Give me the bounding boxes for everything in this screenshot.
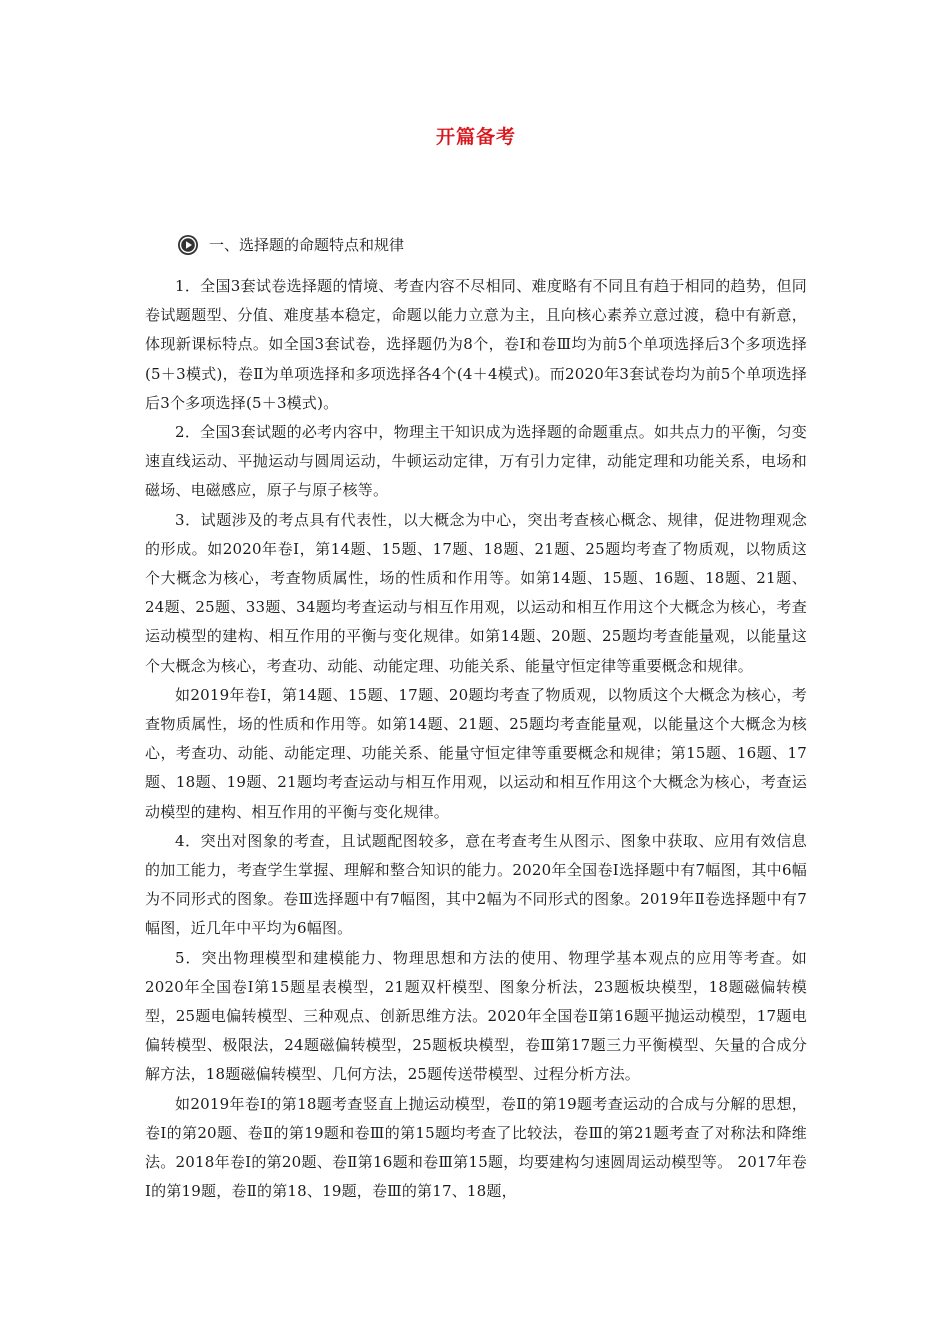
page-title: 开篇备考 <box>435 126 516 148</box>
paragraph-3: 3．试题涉及的考点具有代表性，以大概念为中心，突出考查核心概念、规律，促进物理观念的形成。如2020年卷Ⅰ，第14题、15题、17题、18题、21题、25题均考查了物质观，以物质这个大概念为核心，考查物质属性，场的性质和作用等。如第14题、15题、16题、18题、21题、24题、25题、33题、34题均考查运动与相互作用观，以运动和相互作用这个大概念为核心，考查运动模型的建构、相互作用的平衡与变化规律。如第14题、20题、25题均考查能量观，以能量这个大概念为核心，考查功、动能、动能定理、功能关系、能量守恒定律等重要概念和规律。 <box>145 510 807 675</box>
play-circle-icon <box>177 234 199 256</box>
paragraph-1: 1．全国3套试卷选择题的情境、考查内容不尽相同、难度略有不同且有趋于相同的趋势，但同卷试题题型、分值、难度基本稳定，命题以能力立意为主，且向核心素养立意过渡，稳中有新意，体现新课标特点。如全国3套试卷，选择题仍为8个，卷Ⅰ和卷Ⅲ均为前5个单项选择后3个多项选择(5＋3模式)，卷Ⅱ为单项选择和多项选择各4个(4＋4模式)。而2020年3套试卷均为前5个单项选择后3个多项选择(5＋3模式)。 <box>145 277 807 412</box>
paragraph-6: 5．突出物理模型和建模能力、物理思想和方法的使用、物理学基本观点的应用等考查。如2020年全国卷Ⅰ第15题星表模型，21题双杆模型、图象分析法，23题板块模型，18题磁偏转模型，25题电偏转模型、三种观点、创新思维方法。2020年全国卷Ⅱ第16题平抛运动模型，17题电偏转模型、极限法，24题磁偏转模型，25题板块模型，卷Ⅲ第17题三力平衡模型、矢量的合成分解方法，18题磁偏转模型、几何方法，25题传送带模型、过程分析方法。 <box>145 948 807 1084</box>
paragraph-5: 4．突出对图象的考查，且试题配图较多，意在考查考生从图示、图象中获取、应用有效信息的加工能力，考查学生掌握、理解和整合知识的能力。2020年全国卷Ⅰ选择题中有7幅图，其中6幅为不同形式的图象。卷Ⅲ选择题中有7幅图，其中2幅为不同形式的图象。2019年Ⅱ卷选择题中有7幅图，近几年中平均为6幅图。 <box>145 831 807 938</box>
paragraph-4: 如2019年卷Ⅰ，第14题、15题、17题、20题均考查了物质观，以物质这个大概念为核心，考查物质属性，场的性质和作用等。如第14题、21题、25题均考查能量观，以能量这个大概念为核心，考查功、动能、动能定理、功能关系、能量守恒定律等重要概念和规律；第15题、16题、17题、18题、19题、21题均考查运动与相互作用观，以运动和相互作用这个大概念为核心，考查运动模型的建构、相互作用的平衡与变化规律。 <box>145 685 807 821</box>
section-heading-text: 一、选择题的命题特点和规律 <box>209 236 405 254</box>
body-text <box>145 272 807 1207</box>
section-heading <box>177 233 404 257</box>
paragraph-2: 2．全国3套试题的必考内容中，物理主干知识成为选择题的命题重点。如共点力的平衡，匀变速直线运动、平抛运动与圆周运动，牛顿运动定律，万有引力定律，动能定理和功能关系，电场和磁场、电磁感应，原子与原子核等。 <box>145 423 807 500</box>
paragraph-7: 如2019年卷Ⅰ的第18题考查竖直上抛运动模型，卷Ⅱ的第19题考查运动的合成与分解的思想，卷Ⅰ的第20题、卷Ⅱ的第19题和卷Ⅲ的第15题均考查了比较法，卷Ⅲ的第21题考查了对称法和降维法。2018年卷Ⅰ的第20题、卷Ⅱ第16题和卷Ⅲ第15题，均要建构匀速圆周运动模型等。 2017年卷Ⅰ的第19题，卷Ⅱ的第18、19题，卷Ⅲ的第17、18题， <box>145 1094 807 1201</box>
